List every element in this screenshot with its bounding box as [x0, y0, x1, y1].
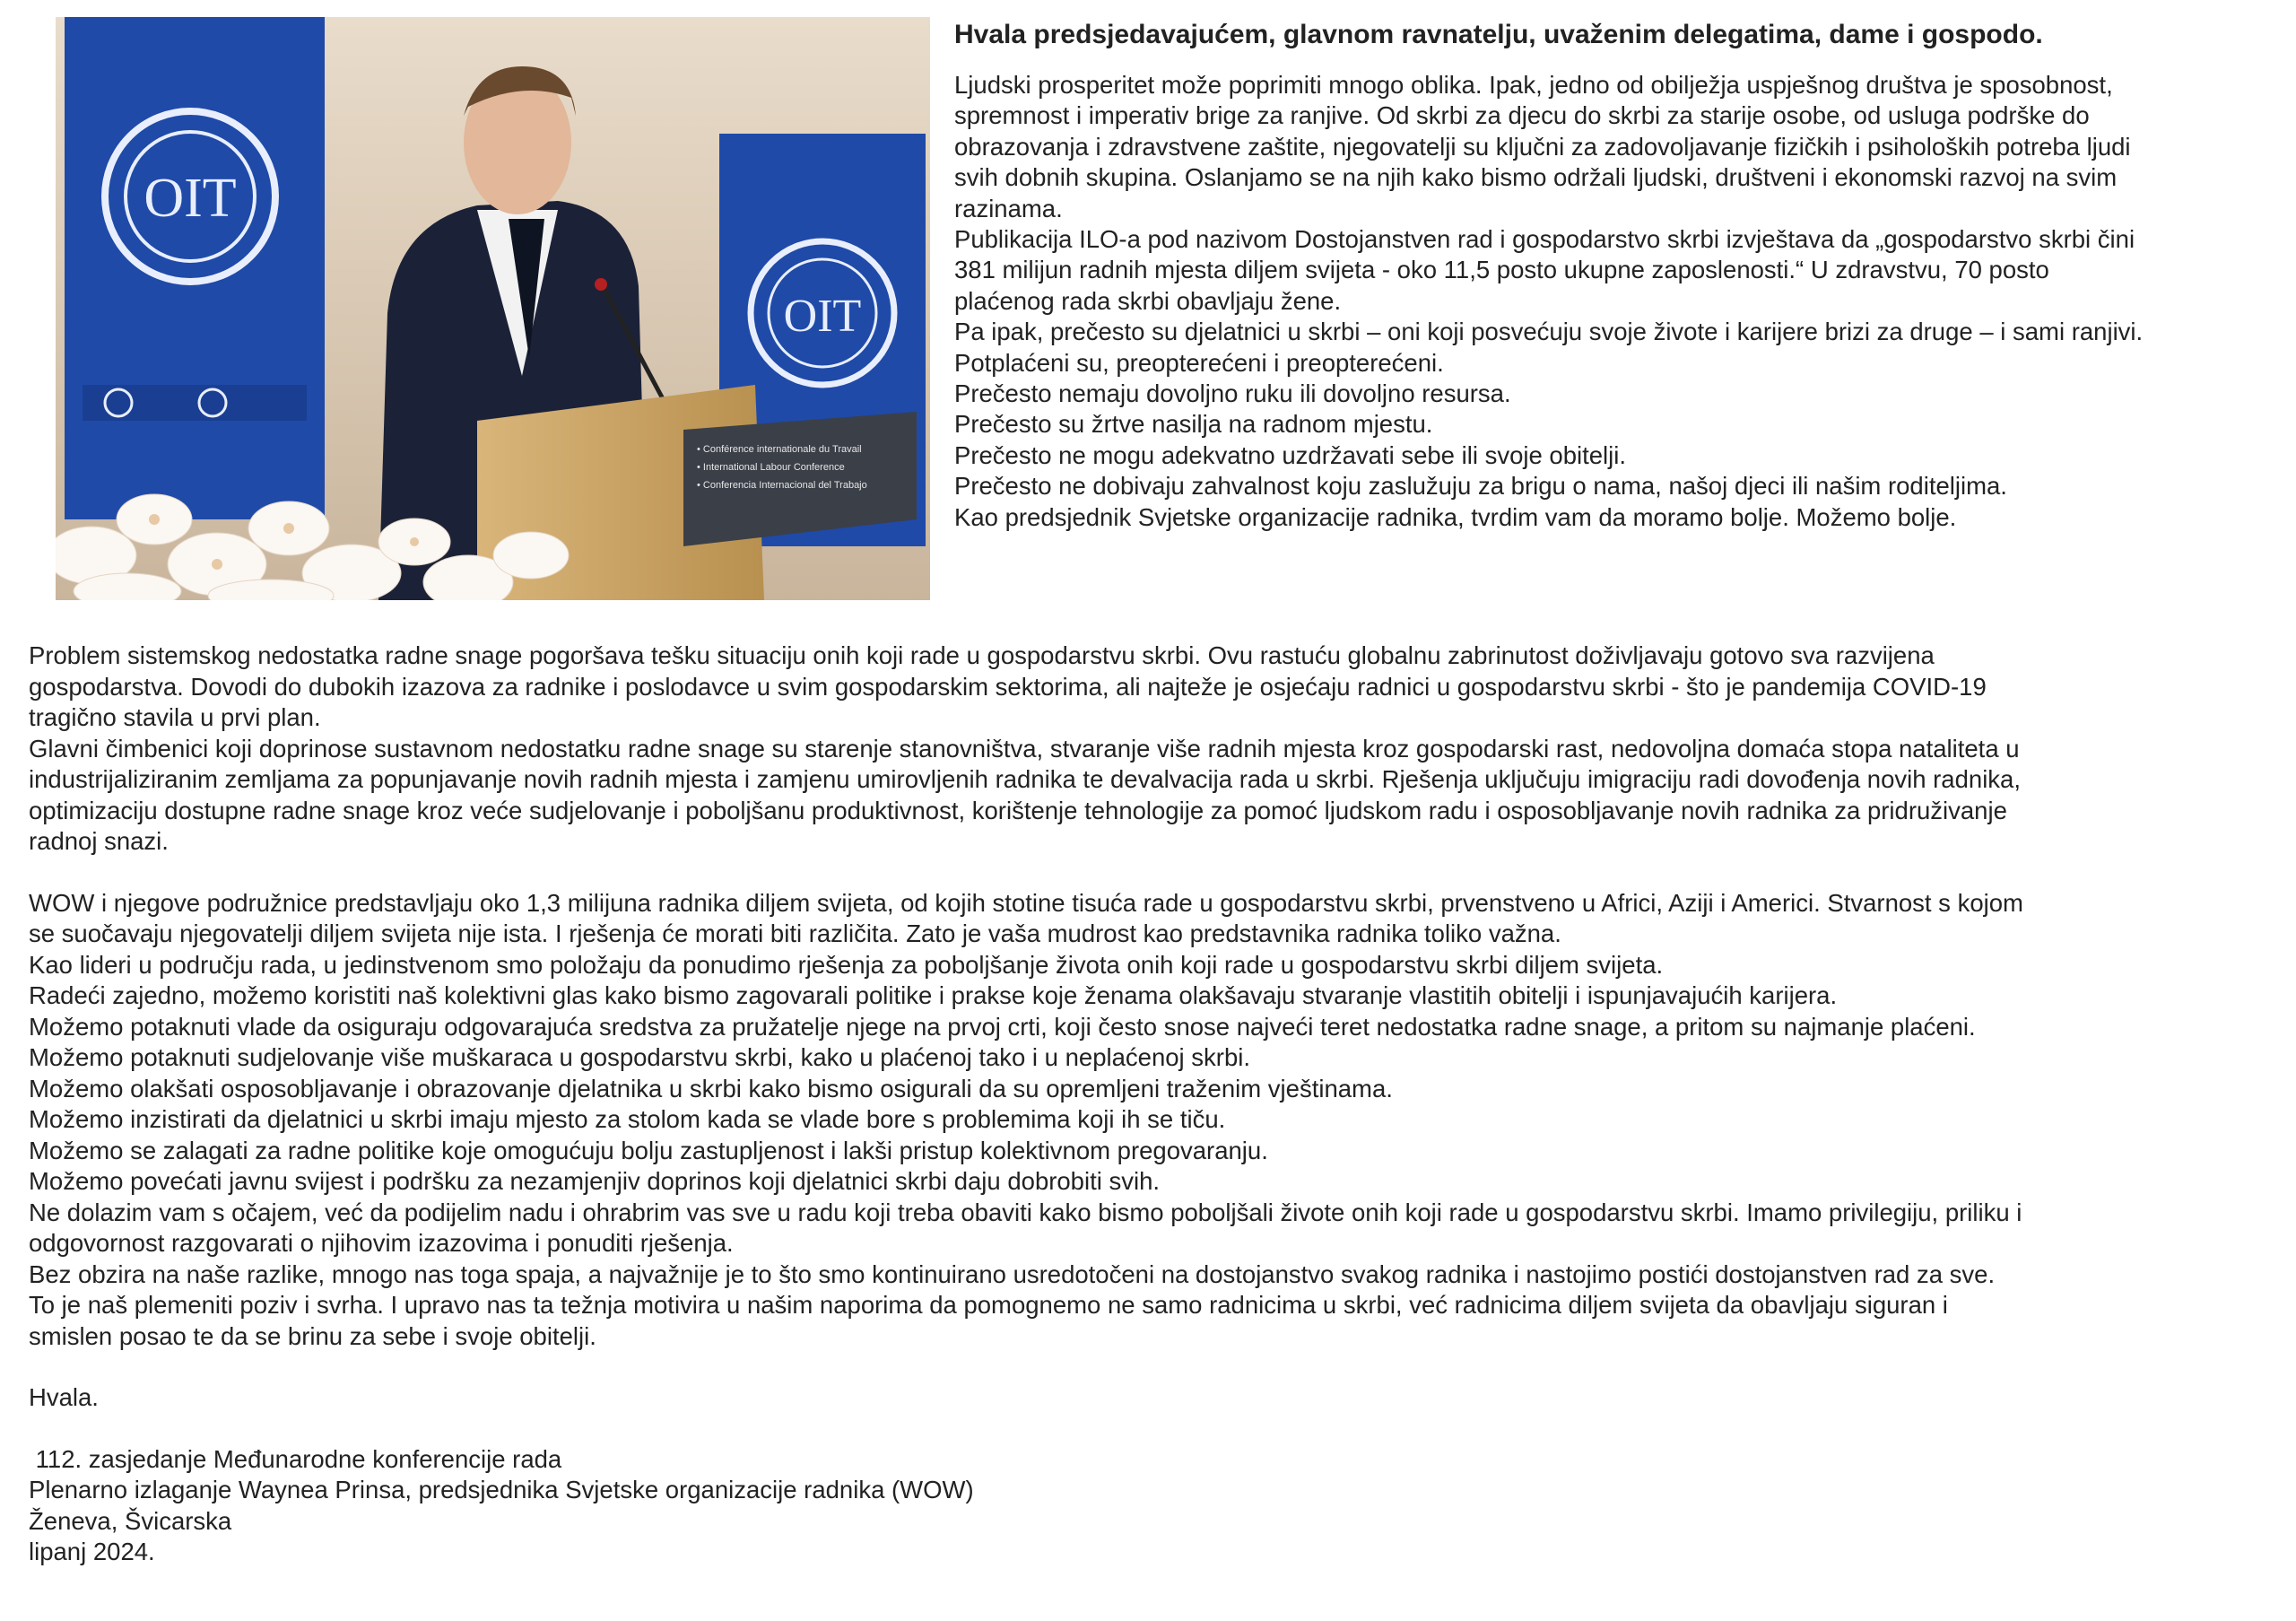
body-line: smislen posao te da se brinu za sebe i svoje obitelji. — [29, 1321, 596, 1350]
body-line: industrijaliziranim zemljama za popunjavanje novih radnih mjesta i zamjenu umirovljenih radnika te devalvacija rada u skrbi. Rješenja uključuju imigraciju radi dovođenja novih radnika, — [29, 765, 2021, 793]
podium-sign-line-3: • Conferencia Internacional del Trabajo — [697, 480, 867, 491]
intro-line: obrazovanja i zdravstvene zaštite, njegovatelji su ključni za zadovoljavanje fizičkih i psiholoških potreba ljudi — [954, 132, 2131, 161]
speech-footer — [29, 1444, 2271, 1568]
intro-line: svih dobnih skupina. Oslanjamo se na njih kako bismo održali ljudski, društveni i ekonomski razvoj na svim — [954, 163, 2118, 192]
podium-sign-line-2: • International Labour Conference — [697, 462, 845, 473]
podium-sign-line-1: • Conférence internationale du Travail — [697, 444, 862, 455]
body-line: optimizaciju dostupne radne snage kroz veće sudjelovanje i poboljšanu produktivnost, korištenje tehnologije za pomoć ljudskom radu i osposobljavanje novih radnika za pridruživanje — [29, 796, 2007, 824]
intro-line: razinama. — [954, 194, 1063, 222]
intro-line: plaćenog rada skrbi obavljaju žene. — [954, 286, 1342, 315]
body-line: se suočavaju njegovatelji diljem svijeta nije ista. I rješenja će morati biti različita. Zato je vaša mudrost kao predstavnika radnika toliko važna. — [29, 919, 1561, 947]
intro-line: spremnost i imperativ brige za ranjive. Od skrbi za djecu do skrbi za starije osobe, od usluga podrške do — [954, 101, 2090, 130]
body-line: Možemo potaknuti vlade da osiguraju odgovarajuća sredstva za pružatelje njege na prvoj crti, koji često snose najveći teret nedostatka radne snage, a pritom su najmanje plaćeni. — [29, 1012, 1976, 1041]
footer-date: lipanj 2024. — [29, 1538, 155, 1565]
intro-line: Prečesto su žrtve nasilja na radnom mjestu. — [954, 410, 1433, 439]
intro-line: Prečesto ne dobivaju zahvalnost koju zaslužuju za brigu o nama, našoj djeci ili našim roditeljima. — [954, 472, 2007, 501]
banner-logo-left: OIT — [144, 168, 237, 229]
body-line: tragično stavila u prvi plan. — [29, 703, 321, 731]
body-line: Možemo povećati javnu svijest i podršku za nezamjenjiv doprinos koji djelatnici skrbi daju dobrobiti svih. — [29, 1167, 1161, 1195]
body-line: odgovornost razgovarati o njihovim izazovima i ponuditi rješenja. — [29, 1229, 734, 1257]
speech-greeting-headline: Hvala predsjedavajućem, glavnom ravnatelju, uvaženim delegatima, dame i gospodo. — [954, 20, 2043, 49]
body-line: Bez obzira na naše razlike, mnogo nas toga spaja, a najvažnije je to što smo kontinuirano usredotočeni na dostojanstvo svakog radnika i nastojimo postići dostojanstven rad za sve. — [29, 1259, 1996, 1288]
body-line: Problem sistemskog nedostatka radne snage pogoršava tešku situaciju onih koji rade u gospodarstvu skrbi. Ovu rastuću globalnu zabrinutost doživljavaju gotovo sva razvijena — [29, 641, 1935, 669]
body-line: Ne dolazim vam s očajem, već da podijelim nadu i ohrabrim vas sve u radu koji treba obaviti kako bismo poboljšali živote onih koji rade u gospodarstvu skrbi. Imamo privilegiju, priliku i — [29, 1198, 2022, 1226]
body-line: Možemo olakšati osposobljavanje i obrazovanje djelatnika u skrbi kako bismo osigurali da su opremljeni traženim vještinama. — [29, 1074, 1393, 1102]
body-line: gospodarstva. Dovodi do dubokih izazova za radnike i poslodavce u svim gospodarskim sektorima, ali najteže je osjećaju radnici u gospodarstvu skrbi - što je pandemija COVID-19 — [29, 672, 1987, 701]
body-line: Možemo se zalagati za radne politike koje omogućuju bolju zastupljenost i lakši pristup kolektivnom pregovaranju. — [29, 1136, 1268, 1164]
intro-line: Ljudski prosperitet može poprimiti mnogo oblika. Ipak, jedno od obilježja uspješnog društva je sposobnost, — [954, 71, 2113, 99]
banner-logo-right: OIT — [783, 291, 862, 342]
body-line: Radeći zajedno, možemo koristiti naš kolektivni glas kako bismo zagovarali politike i prakse koje ženama olakšavaju stvaranje vlastitih obitelji i ispunjavajućih karijera. — [29, 981, 1838, 1009]
body-line: To je naš plemeniti poziv i svrha. I upravo nas ta težnja motivira u našim naporima da pomognemo ne samo radnicima u skrbi, već radnicima diljem svijeta da obavljaju siguran i — [29, 1291, 1948, 1319]
intro-line: Potplaćeni su, preopterećeni i preopterećeni. — [954, 348, 1444, 377]
photo-illustration — [56, 17, 930, 600]
intro-line: Pa ipak, prečesto su djelatnici u skrbi – oni koji posvećuju svoje živote i karijere brizi za druge – i sami ranjivi. — [954, 318, 2144, 346]
footer-location: Ženeva, Švicarska — [29, 1506, 232, 1535]
intro-line: Kao predsjednik Svjetske organizacije radnika, tvrdim vam da moramo bolje. Možemo bolje. — [954, 502, 1957, 531]
body-line: WOW i njegove podružnice predstavljaju oko 1,3 milijuna radnika diljem svijeta, od kojih stotine tisuća rade u gospodarstvu skrbi, prvenstveno u Africi, Aziji i Americi. Stvarnost s kojom — [29, 888, 2023, 917]
intro-section — [954, 18, 2291, 533]
paragraph-wow-solutions — [29, 888, 2271, 1353]
intro-line: Publikacija ILO-a pod nazivom Dostojanstven rad i gospodarstvo skrbi izvještava da „gospodarstvo skrbi čini — [954, 225, 2135, 254]
footer-speaker: Plenarno izlaganje Waynea Prinsa, predsjednika Svjetske organizacije radnika (WOW) — [29, 1476, 974, 1503]
closing-thanks — [29, 1382, 2271, 1414]
footer-session: 112. zasjedanje Međunarodne konferencije rada — [29, 1444, 562, 1473]
closing-line: Hvala. — [29, 1383, 99, 1411]
body-line: radnoj snazi. — [29, 827, 169, 855]
speech-body — [29, 641, 2271, 1568]
speaker-photo — [56, 17, 930, 600]
intro-line: Prečesto ne mogu adekvatno uzdržavati sebe ili svoje obitelji. — [954, 440, 1627, 469]
body-line: Možemo potaknuti sudjelovanje više muškaraca u gospodarstvu skrbi, kako u plaćenoj tako i u neplaćenoj skrbi. — [29, 1043, 1250, 1071]
body-line: Možemo inzistirati da djelatnici u skrbi imaju mjesto za stolom kada se vlade bore s problemima koji ih se tiču. — [29, 1105, 1226, 1133]
body-line: Glavni čimbenici koji doprinose sustavnom nedostatku radne snage su starenje stanovništva, stvaranje više radnih mjesta kroz gospodarski rast, nedovoljna domaća stopa nataliteta u — [29, 734, 2020, 763]
body-line: Kao lideri u području rada, u jedinstvenom smo položaju da ponudimo rješenja za poboljšanje života onih koji rade u gospodarstvu skrbi diljem svijeta. — [29, 950, 1664, 979]
intro-line: Prečesto nemaju dovoljno ruku ili dovoljno resursa. — [954, 379, 1511, 408]
paragraph-labour-shortage — [29, 641, 2271, 858]
intro-line: 381 milijun radnih mjesta diljem svijeta - oko 11,5 posto ukupne zaposlenosti.“ U zdravstvu, 70 posto — [954, 256, 2049, 284]
